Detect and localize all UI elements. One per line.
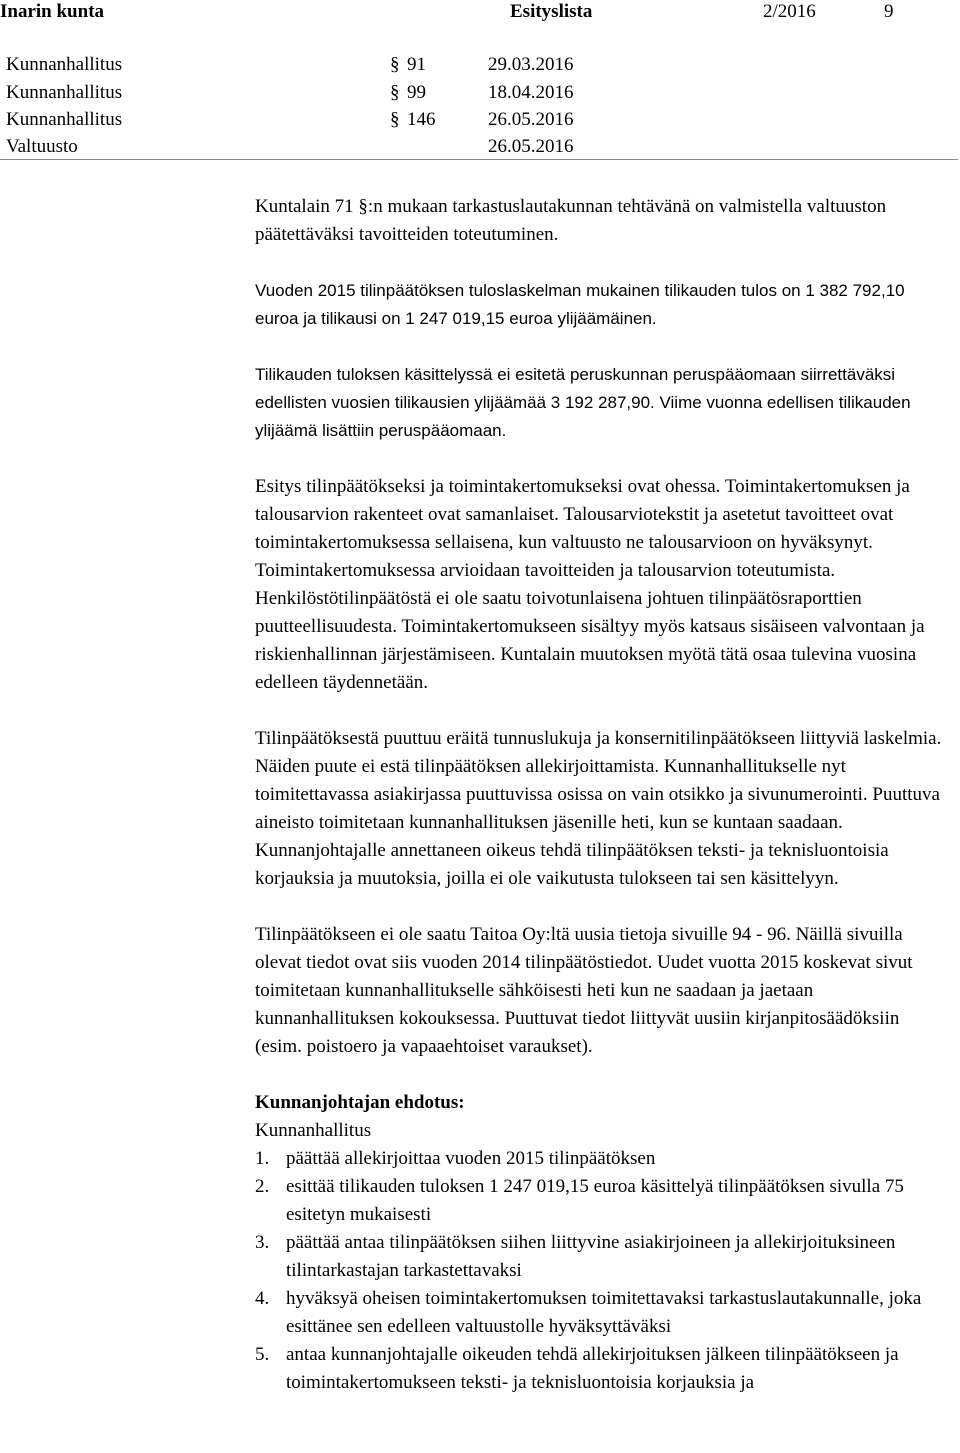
municipality-name: Inarin kunta (0, 1, 105, 22)
list-item-number: 1. (255, 1148, 270, 1169)
proposal-section (255, 1089, 943, 1397)
page-number: 9 (884, 1, 894, 22)
list-item-text: päättää antaa tilinpäätöksen siihen liittyvine asiakirjoineen ja allekirjoituksineen tilintarkastajan tarkastettavaksi (286, 1232, 896, 1281)
paragraph-report: Esitys tilinpäätökseksi ja toimintakertomukseksi ovat ohessa. Toimintakertomuksen ja talousarvion rakenteet ovat samanlaiset. Talousarviotekstit ja asetetut tavoitteet ovat toimintakertomuksessa sellaisena, kun valtuusto ne talousarvioon on hyväksynyt. Toimintakertomuksessa arvioidaan tavoitteiden ja talousarvion toteutumista. Henkilöstötilinpäätöstä ei ole saatu toivotunlaisena johtuen tilinpäätösraporttien puutteellisuudesta. Toimintakertomukseen sisältyy myös katsaus sisäiseen valvontaan ja riskienhallinnan järjestämiseen. Kuntalain muutoksen myötä tätä osaa tulevina vuosina edelleen täydennetään. (255, 476, 925, 693)
document-body (255, 193, 943, 1397)
section-symbol: § (390, 54, 400, 75)
list-item-text: hyväksyä oheisen toimintakertomuksen toimitettavaksi tarkastuslautakunnalle, joka esittänee sen edelleen valtuustolle hyväksyttäväksi (286, 1288, 922, 1337)
proposal-heading: Kunnanjohtajan ehdotus: (255, 1092, 465, 1113)
list-item-number: 4. (255, 1288, 270, 1309)
section-symbol: § (390, 82, 400, 103)
list-item-text: esittää tilikauden tuloksen 1 247 019,15 euroa käsittelyä tilinpäätöksen sivulla 75 esitetyn mukaisesti (286, 1176, 904, 1225)
issue-number: 2/2016 (763, 1, 816, 22)
paragraph-legal-basis: Kuntalain 71 §:n mukaan tarkastuslautakunnan tehtävänä on valmistella valtuuston päätettäväksi tavoitteiden toteutuminen. (255, 196, 887, 245)
list-item (255, 1285, 943, 1341)
meeting-date: 29.03.2016 (488, 54, 574, 75)
list-item (255, 1145, 943, 1173)
paragraph-result: Vuoden 2015 tilinpäätöksen tuloslaskelman mukainen tilikauden tulos on 1 382 792,10 euroa ja tilikausi on 1 247 019,15 euroa ylijäämäinen. (255, 281, 905, 328)
meeting-date: 18.04.2016 (488, 82, 574, 103)
meeting-date: 26.05.2016 (488, 136, 574, 157)
list-item-text: päättää allekirjoittaa vuoden 2015 tilinpäätöksen (286, 1148, 656, 1169)
proposal-list (255, 1145, 943, 1397)
meeting-body: Valtuusto (6, 136, 78, 157)
list-item-number: 5. (255, 1344, 270, 1365)
meeting-date: 26.05.2016 (488, 109, 574, 130)
meeting-body: Kunnanhallitus (6, 109, 123, 130)
meeting-item-number: 91 (407, 54, 426, 75)
list-item (255, 1173, 943, 1229)
proposal-body: Kunnanhallitus (255, 1120, 372, 1141)
list-item-number: 3. (255, 1232, 270, 1253)
section-symbol: § (390, 109, 400, 130)
meeting-item-number: 146 (407, 109, 436, 130)
meeting-row (6, 133, 626, 161)
list-item-number: 2. (255, 1176, 270, 1197)
header-divider (0, 159, 958, 160)
document-type: Esityslista (510, 1, 593, 22)
paragraph-missing-data: Tilinpäätöksestä puuttuu eräitä tunnuslukuja ja konsernitilinpäätökseen liittyviä laskelmia. Näiden puute ei estä tilinpäätöksen allekirjoittamista. Kunnanhallitukselle nyt toimitettavassa asiakirjassa puuttuvissa osissa on vain otsikko ja sivunumerointi. Puuttuva aineisto toimitetaan kunnanhallituksen jäsenille heti, kun se kuntaan saadaan. Kunnanjohtajalle annettaneen oikeus tehdä tilinpäätöksen teksti- ja teknisluontoisia korjauksia ja muutoksia, joilla ei ole vaikutusta tulokseen tai sen käsittelyyn. (255, 728, 942, 889)
paragraph-taitoa: Tilinpäätökseen ei ole saatu Taitoa Oy:ltä uusia tietoja sivuille 94 - 96. Näillä sivuilla olevat tiedot ovat siis vuoden 2014 tilinpäätöstiedot. Uudet vuotta 2015 koskevat sivut toimitetaan kunnanhallitukselle sähköisesti heti kun ne saadaan ja jaetaan kunnanhallituksen kokouksessa. Puuttuvat tiedot liittyvät uusiin kirjanpitosäädöksiin (esim. poistoero ja vapaaehtoiset varaukset). (255, 924, 913, 1057)
list-item-text: antaa kunnanjohtajalle oikeuden tehdä allekirjoituksen jälkeen tilinpäätökseen ja toimintakertomukseen teksti- ja teknisluontoisia korjauksia ja (286, 1344, 899, 1393)
meeting-row (6, 79, 626, 107)
list-item (255, 1229, 943, 1285)
meeting-item-number: 99 (407, 82, 426, 103)
meeting-row (6, 106, 626, 134)
paragraph-surplus: Tilikauden tuloksen käsittelyssä ei esitetä peruskunnan peruspääomaan siirrettäväksi edellisten vuosien tilikausien ylijäämää 3 192 287,90. Viime vuonna edellisen tilikauden ylijäämä lisättiin peruspääomaan. (255, 365, 911, 440)
list-item (255, 1341, 943, 1397)
meeting-body: Kunnanhallitus (6, 54, 123, 75)
meeting-body: Kunnanhallitus (6, 82, 123, 103)
meeting-row (6, 51, 626, 79)
